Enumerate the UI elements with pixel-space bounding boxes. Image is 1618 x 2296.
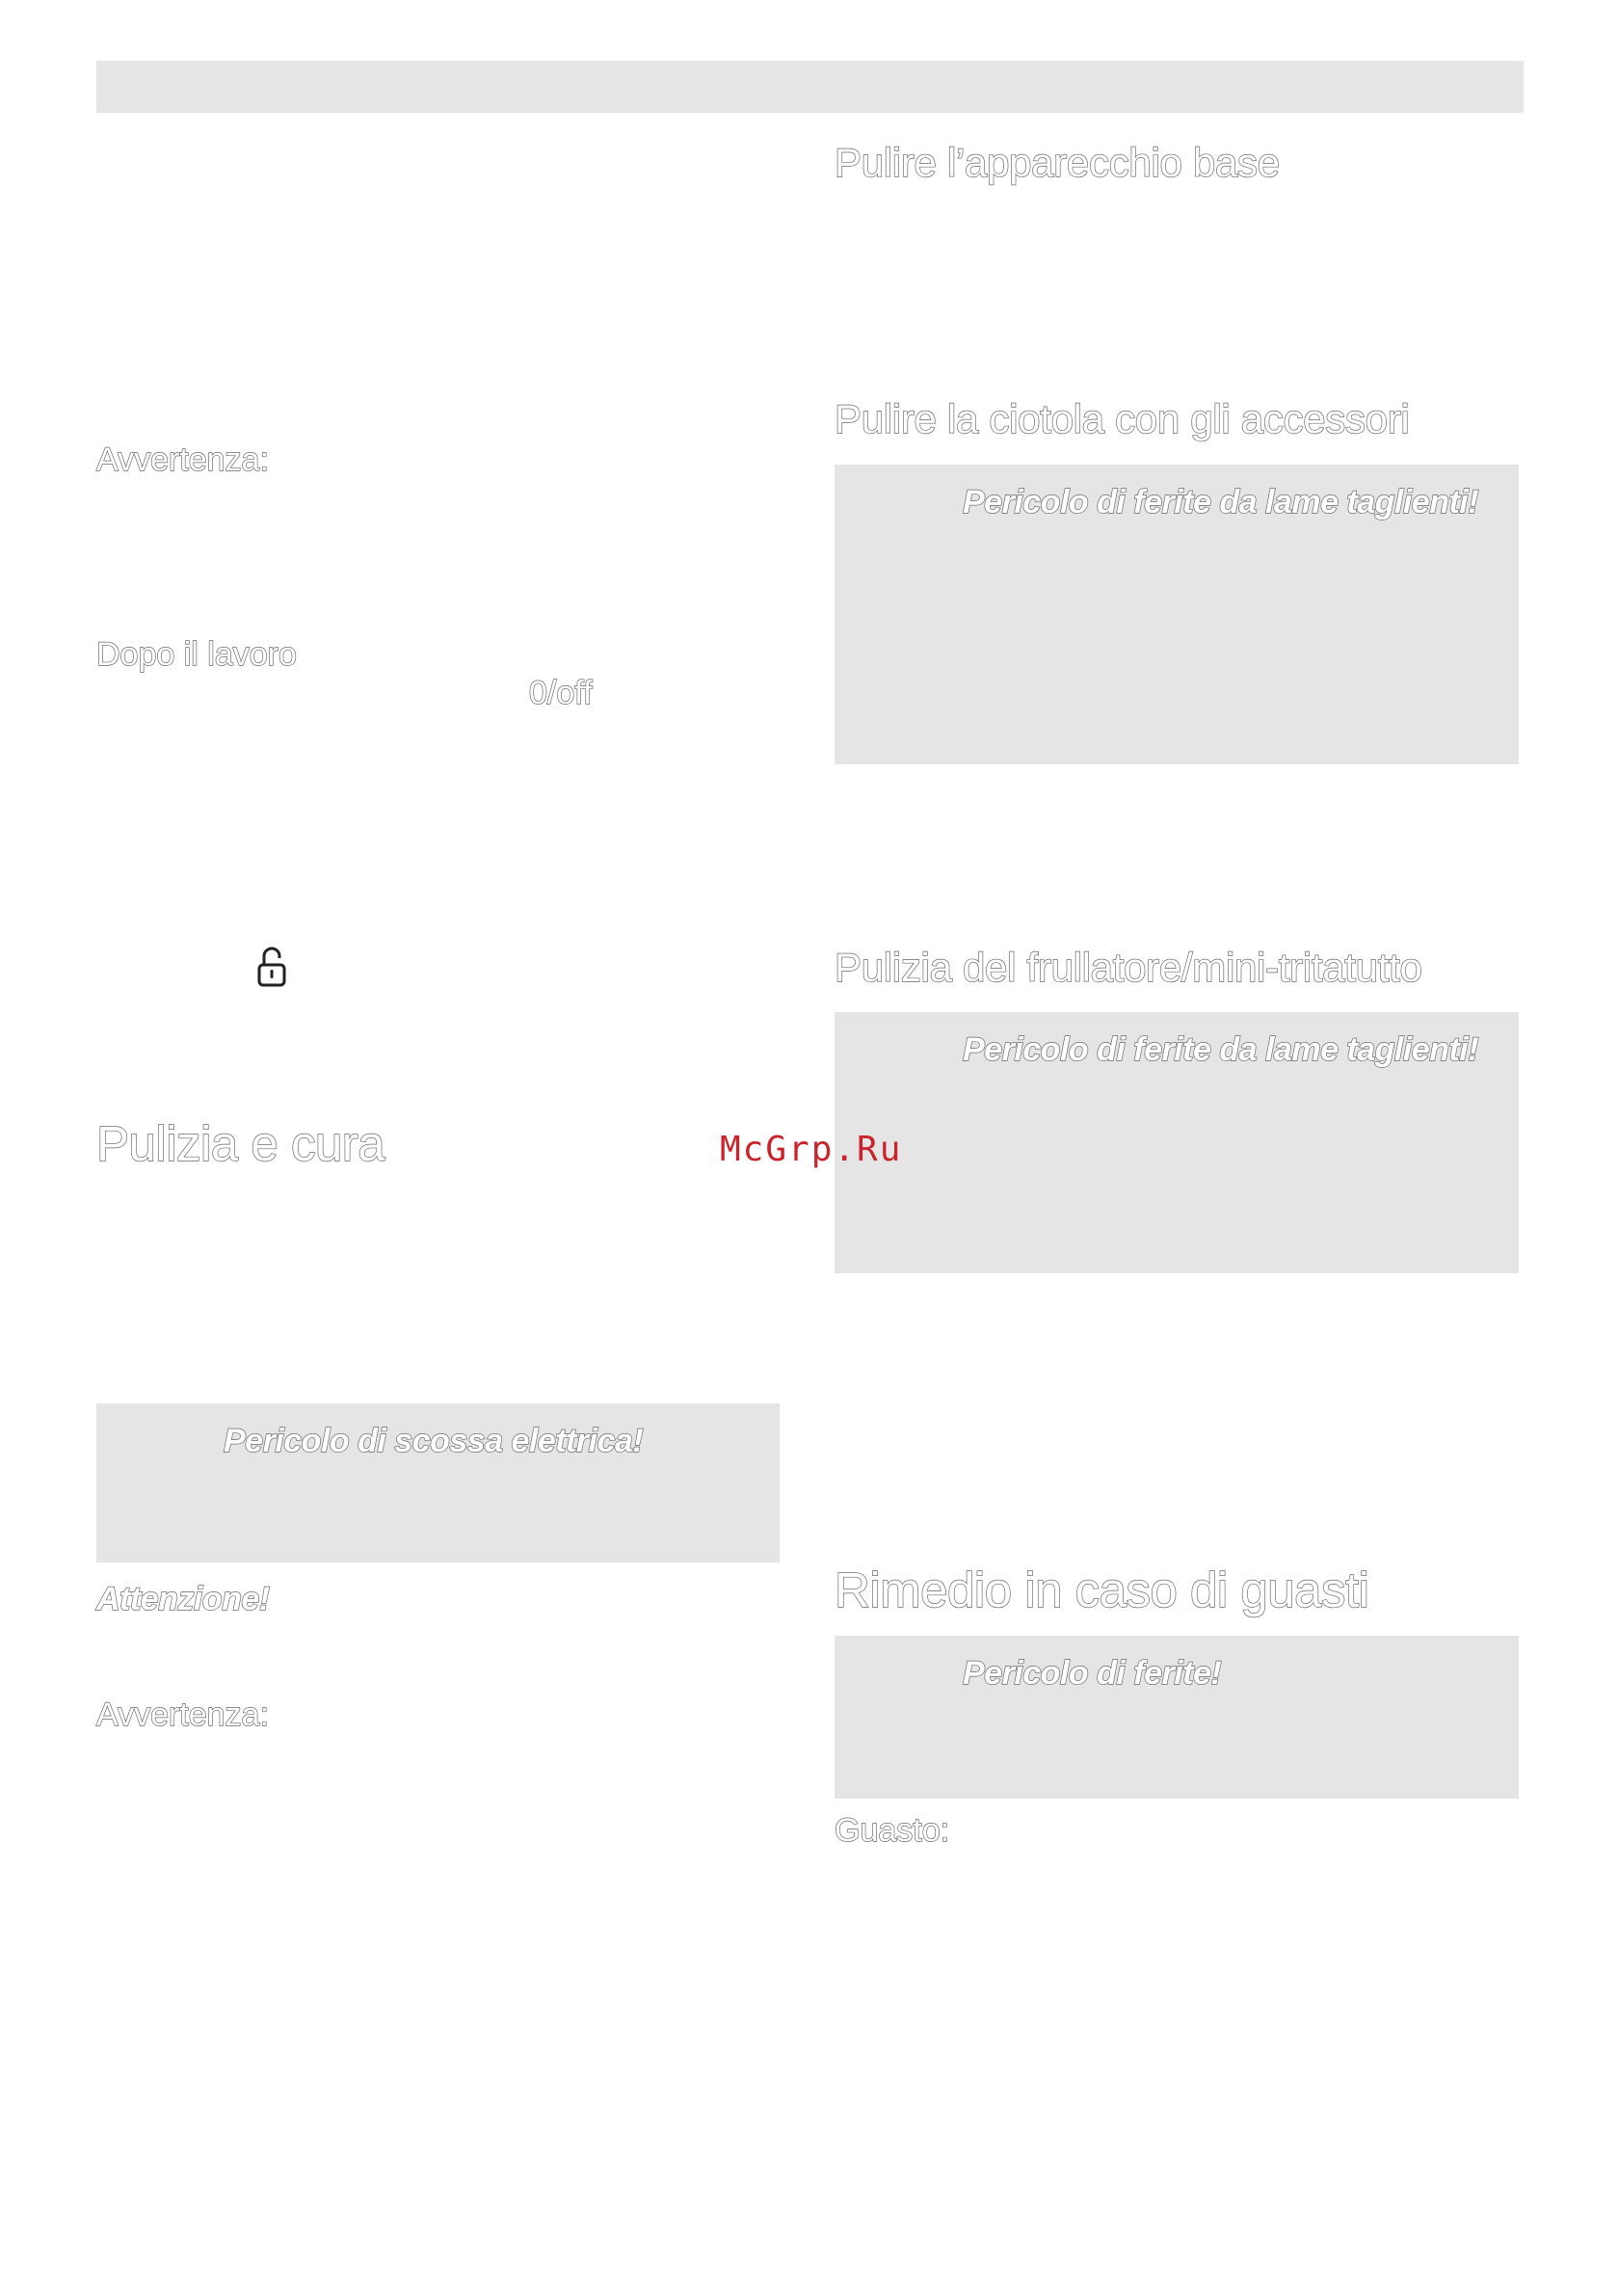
note-label-avvertenza-2: Avvertenza: <box>96 1696 269 1733</box>
heading-troubleshooting: Rimedio in caso di guasti <box>835 1562 1369 1617</box>
subheading-dopo-il-lavoro: Dopo il lavoro <box>96 636 297 673</box>
warning-box-bowl <box>835 465 1519 764</box>
warning-box-electric <box>96 1403 780 1562</box>
watermark-text: McGrp.Ru <box>720 1130 903 1169</box>
warning-box-faults <box>835 1636 1519 1799</box>
heading-base-unit: Pulire l’apparecchio base <box>835 140 1280 185</box>
section-title-pulizia: Pulizia e cura <box>96 1116 385 1171</box>
warning-title: Pericolo di ferite da lame taglienti! <box>963 484 1479 521</box>
warning-title: Pericolo di ferite! <box>963 1655 1222 1692</box>
warning-box-blender <box>835 1012 1519 1273</box>
header-bar <box>96 61 1524 113</box>
unlock-icon <box>256 946 287 988</box>
note-label-avvertenza: Avvertenza: <box>96 441 269 478</box>
caution-label: Attenzione! <box>96 1581 270 1617</box>
warning-title: Pericolo di scossa elettrica! <box>224 1423 644 1459</box>
switch-position-label: 0/off <box>529 675 593 711</box>
warning-title: Pericolo di ferite da lame taglienti! <box>963 1031 1479 1068</box>
heading-bowl-accessories: Pulire la ciotola con gli accessori <box>835 396 1410 441</box>
fault-label: Guasto: <box>835 1812 950 1849</box>
heading-blender: Pulizia del frullatore/mini-tritatutto <box>835 945 1422 990</box>
